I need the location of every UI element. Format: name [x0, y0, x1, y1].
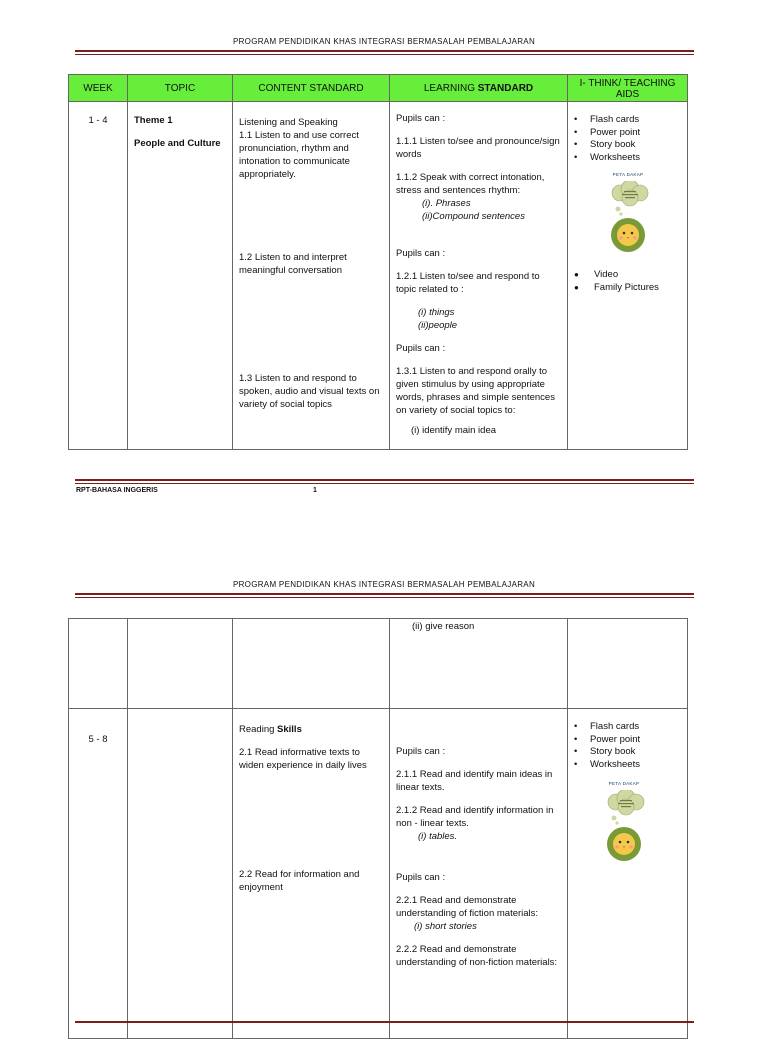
learning-standard-1-1-1: 1.1.1 Listen to/see and pronounce/sign words: [396, 136, 560, 160]
peta-dakap-cloud-icon: [608, 181, 652, 253]
peta-dakap-cloud-icon: [604, 790, 648, 862]
learning-standard-2-1-1: 2.1.1 Read and identify main ideas in linear texts.: [396, 769, 553, 793]
sub-item: (i) identify main idea: [411, 425, 497, 436]
list-item: • Flash cards: [570, 721, 681, 734]
week-cell: 5 - 8: [88, 734, 108, 745]
list-item: • Flash cards: [570, 114, 681, 127]
aids-list: [570, 114, 681, 164]
sub-item: (i). Phrases: [422, 198, 471, 209]
header-rule: [75, 593, 694, 598]
aids-list: [570, 269, 681, 294]
list-item: • Power point: [570, 127, 681, 140]
col-learning-standard: LEARNING STANDARD: [390, 75, 568, 102]
pupils-can: Pupils can :: [396, 872, 446, 883]
list-item: • Power point: [570, 734, 681, 747]
sun-face-icon: [607, 827, 641, 861]
page-header: PROGRAM PENDIDIKAN KHAS INTEGRASI BERMASALAH PEMBALAJARAN: [232, 37, 536, 46]
learning-standard-1-3-1: 1.3.1 Listen to and respond orally to given stimulus by using appropriate words, phrases and simple sentences on variety of social topics to:: [396, 366, 555, 416]
learning-standard-1-1-2: 1.1.2 Speak with correct intonation, stress and sentences rhythm:: [396, 172, 545, 196]
pupils-can: Pupils can :: [396, 746, 446, 757]
learning-standard-2-1-2: 2.1.2 Read and identify information in non - linear texts.: [396, 805, 554, 829]
list-item: ● Family Pictures: [570, 282, 681, 295]
learning-standard-2-2-2: 2.2.2 Read and demonstrate understanding of non-fiction materials:: [396, 944, 558, 968]
sub-item: (ii)Compound sentences: [422, 211, 525, 222]
peta-dakap-label: PETA DAKAP: [608, 781, 640, 786]
list-item: • Story book: [570, 746, 681, 759]
rpt-table-1: [68, 74, 688, 450]
pupils-can: Pupils can :: [396, 343, 446, 354]
list-item: ● Video: [570, 269, 681, 282]
rpt-table-2: [68, 618, 688, 1039]
peta-dakap-label: PETA DAKAP: [612, 172, 644, 177]
content-standard-2-2: 2.2 Read for information and enjoyment: [239, 869, 360, 893]
list-item: • Story book: [570, 139, 681, 152]
sub-item: (ii)people: [418, 320, 458, 331]
sun-face-icon: [611, 218, 645, 252]
learning-standard-2-2-1: 2.2.1 Read and demonstrate understanding of fiction materials:: [396, 895, 539, 919]
aids-list: [570, 721, 681, 771]
content-standard-1-3: 1.3 Listen to and respond to spoken, audio and visual texts on variety of social topics: [239, 373, 380, 410]
table-row: [69, 102, 688, 450]
pupils-can: Pupils can :: [396, 248, 446, 259]
continued-item: (ii) give reason: [412, 621, 475, 632]
col-content-standard: CONTENT STANDARD: [233, 75, 390, 102]
page-header: PROGRAM PENDIDIKAN KHAS INTEGRASI BERMASALAH PEMBALAJARAN: [232, 580, 536, 589]
theme-label: Theme 1: [134, 115, 173, 126]
theme-title: People and Culture: [134, 138, 221, 149]
col-topic: TOPIC: [128, 75, 233, 102]
learning-standard-1-2-1: 1.2.1 Listen to/see and respond to topic related to :: [396, 271, 540, 295]
footer-rule: [75, 479, 694, 484]
page-number: 1: [313, 487, 317, 494]
content-standard-1-2: 1.2 Listen to and interpret meaningful conversation: [239, 252, 347, 276]
sub-item: (i) things: [418, 307, 455, 318]
table-row: [69, 709, 688, 1039]
footer-subject: RPT-BAHASA INGGERIS: [76, 487, 158, 494]
table-row: [69, 619, 688, 709]
content-standard-1-1: 1.1 Listen to and use correct pronunciation, rhythm and intonation to communicate appropriately.: [239, 130, 359, 180]
table-header-row: [69, 75, 688, 102]
content-title: Reading Skills: [239, 724, 302, 735]
col-ithink-aids: I- THINK/ TEACHING AIDS: [568, 75, 688, 102]
col-week: WEEK: [69, 75, 128, 102]
content-title: Listening and Speaking: [239, 117, 338, 128]
pupils-can: Pupils can :: [396, 113, 446, 124]
sub-item: (i) short stories: [414, 921, 477, 932]
list-item: • Worksheets: [570, 152, 681, 165]
header-rule: [75, 50, 694, 55]
footer-rule: [75, 1021, 694, 1023]
content-standard-2-1: 2.1 Read informative texts to widen experience in daily lives: [239, 747, 367, 771]
sub-item: (i) tables.: [418, 831, 458, 842]
list-item: • Worksheets: [570, 759, 681, 772]
week-cell: 1 - 4: [88, 115, 108, 126]
